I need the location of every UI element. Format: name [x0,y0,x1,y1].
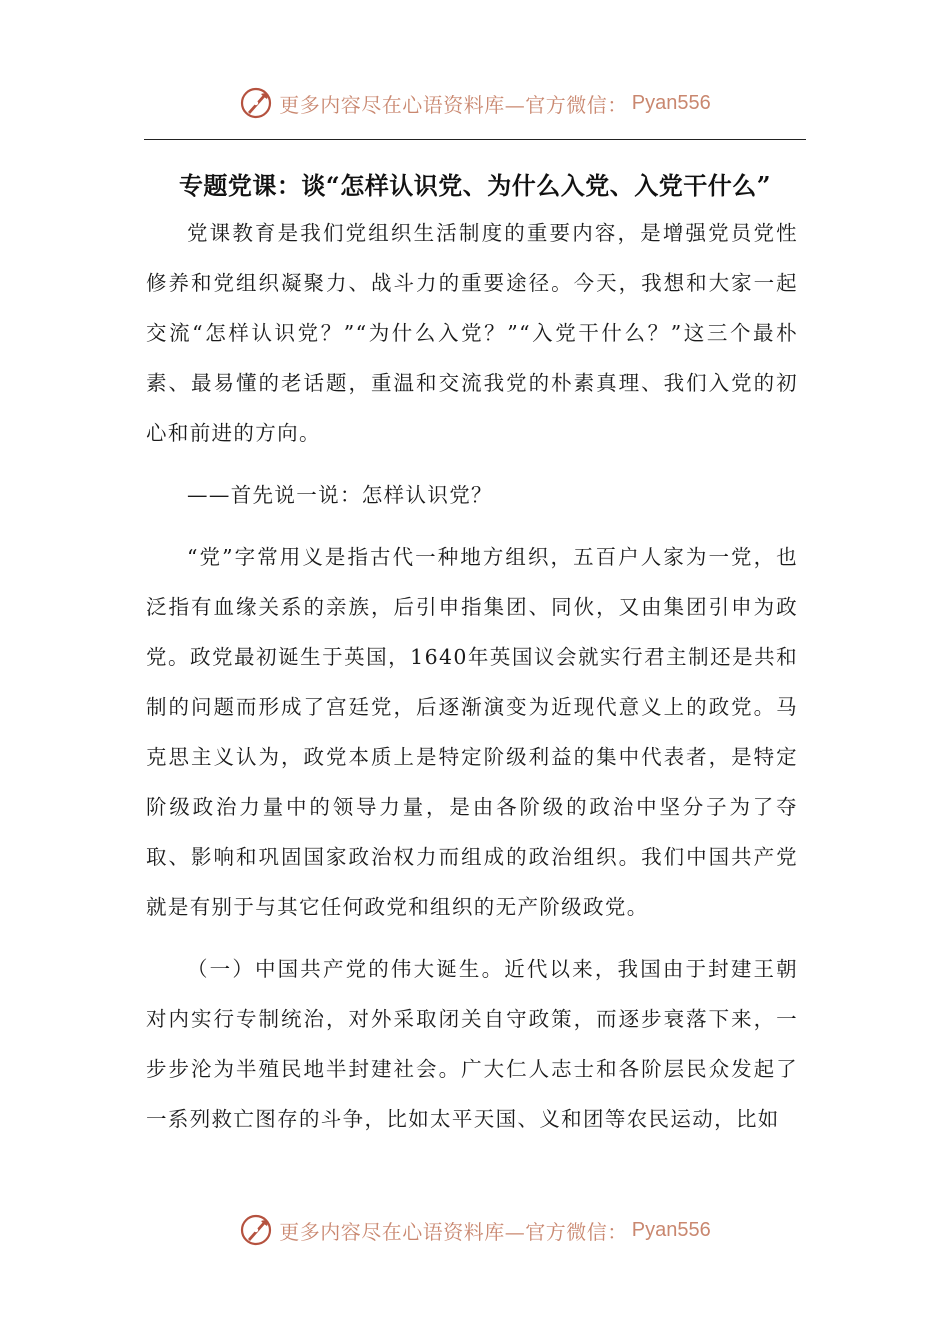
document-body [146,208,798,1144]
quill-logo-icon [239,1213,273,1247]
paragraph-intro: 党课教育是我们党组织生活制度的重要内容，是增强党员党性修养和党组织凝聚力、战斗力的重要途径。今天，我想和大家一起交流“怎样认识党？”“为什么入党？”“入党干什么？”这三个最朴素、最易懂的老话题，重温和交流我党的朴素真理、我们入党的初心和前进的方向。 [146,221,798,445]
header-divider [144,139,806,140]
footer-banner [0,1210,950,1250]
paragraph-founding: （一）中国共产党的伟大诞生。近代以来，我国由于封建王朝对内实行专制统治，对外采取闭关自守政策，而逐步衰落下来，一步步沦为半殖民地半封建社会。广大仁人志士和各阶层民众发起了一系列救亡图存的斗争，比如太平天国、义和团等农民运动，比如 [146,957,798,1131]
wechat-id: Pyan556 [631,1218,711,1241]
paragraph-party-meaning: “党”字常用义是指古代一种地方组织，五百户人家为一党，也泛指有血缘关系的亲族，后引申指集团、同伙，又由集团引申为政党。政党最初诞生于英国，1640年英国议会就实行君主制还是共和制的问题而形成了宫廷党，后逐渐演变为近现代意义上的政党。马克思主义认为，政党本质上是特定阶级利益的集中代表者，是特定阶级政治力量中的领导力量，是由各阶级的政治中坚分子为了夺取、影响和巩固国家政治权力而组成的政治组织。我们中国共产党就是有别于与其它任何政党和组织的无产阶级政党。 [146,545,798,919]
banner-text: 更多内容尽在心语资料库—官方微信： [279,1219,628,1244]
quill-logo-icon [239,86,273,120]
section-heading: ——首先说一说：怎样认识党？ [187,483,493,507]
wechat-id: Pyan556 [631,91,711,114]
banner-text: 更多内容尽在心语资料库—官方微信： [279,92,628,117]
document-title: 专题党课：谈“怎样认识党、为什么入党、入党干什么” [178,171,772,201]
header-banner [0,83,950,123]
